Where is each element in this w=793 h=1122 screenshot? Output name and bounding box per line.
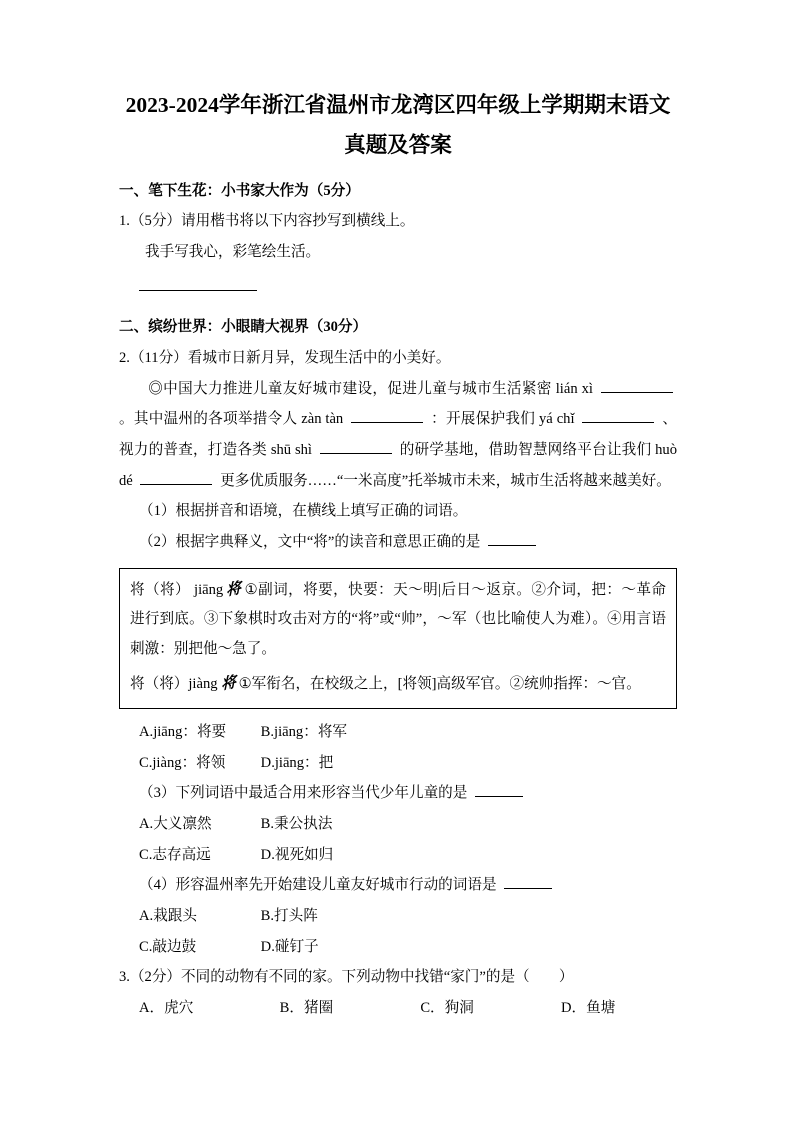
q2-stem: 2.（11分）看城市日新月异，发现生活中的小美好。 bbox=[119, 350, 451, 367]
dict-entry-1-head: 将（将） jiāng bbox=[130, 581, 224, 598]
q2-sub1: （1）根据拼音和语境，在横线上填写正确的词语。 bbox=[139, 503, 468, 520]
passage-segment-2: 。其中温州的各项举措令人 zàn tàn bbox=[119, 411, 344, 428]
q2-sub2 bbox=[119, 527, 677, 558]
option-d: D.视死如归 bbox=[260, 846, 334, 863]
option-c: C.jiàng：将领 bbox=[139, 754, 226, 771]
q3-stem: 3.（2分）不同的动物有不同的家。下列动物中找错“家门”的是（ ） bbox=[119, 969, 574, 986]
q2-sub3-options-row1 bbox=[119, 809, 677, 840]
q2-sub4 bbox=[119, 870, 677, 901]
q1-answer-area bbox=[119, 279, 677, 296]
section1-heading: 一、笔下生花：小书家大作为（5分） bbox=[119, 182, 360, 199]
option-a: A.栽跟头 bbox=[139, 908, 197, 925]
option-b: B．猪圈 bbox=[279, 999, 334, 1016]
option-d: D.jiāng：把 bbox=[260, 754, 334, 771]
q2-sub2-text: （2）根据字典释义，文中“将”的读音和意思正确的是 bbox=[139, 533, 481, 550]
q2-sub4-options-row1 bbox=[119, 901, 677, 932]
q1-stem: 1.（5分）请用楷书将以下内容抄写到横线上。 bbox=[119, 213, 415, 230]
option-c: C.志存高远 bbox=[139, 846, 211, 863]
answer-blank bbox=[351, 410, 423, 423]
passage-segment-1: ◎中国大力推进儿童友好城市建设，促进儿童与城市生活紧密 lián xì bbox=[148, 380, 593, 397]
q2-sub3-text: （3）下列词语中最适合用来形容当代少年儿童的是 bbox=[139, 785, 468, 802]
dict-entry-2-body: ①军衔名，在校级之上，[将领]高级军官。②统帅指挥：～官。 bbox=[238, 676, 641, 693]
q2-passage bbox=[119, 374, 677, 497]
dict-entry-jiang4 bbox=[130, 669, 666, 700]
option-b: B.jiāng：将军 bbox=[260, 724, 348, 741]
passage-segment-6: 更多优质服务……“一米高度”托举城市未来，城市生活将越来越美好。 bbox=[220, 472, 671, 489]
option-b: B.打头阵 bbox=[260, 908, 318, 925]
answer-blank bbox=[320, 441, 392, 454]
title-line-2: 真题及答案 bbox=[344, 132, 452, 157]
dictionary-box bbox=[119, 568, 677, 710]
passage-segment-3: ：开展保护我们 yá chǐ bbox=[431, 411, 575, 428]
q2-sub4-options-row2 bbox=[119, 932, 677, 963]
option-c: C.敲边鼓 bbox=[139, 938, 197, 955]
answer-blank bbox=[488, 533, 536, 546]
title-line-1: 2023-2024学年浙江省温州市龙湾区四年级上学期期末语文 bbox=[125, 93, 671, 117]
option-a: A.大义凛然 bbox=[139, 816, 212, 833]
answer-blank bbox=[475, 784, 523, 797]
page-title bbox=[119, 86, 677, 166]
q2-sub2-options-row2 bbox=[119, 748, 677, 779]
handwritten-mark: 将 bbox=[226, 580, 242, 599]
q2-sub2-options-row1 bbox=[119, 717, 677, 748]
answer-blank bbox=[582, 410, 654, 423]
handwritten-mark: 将 bbox=[220, 674, 236, 694]
dict-entry-jiang1 bbox=[130, 575, 666, 666]
option-b: B.秉公执法 bbox=[260, 816, 333, 833]
dict-entry-2-head: 将（将）jiàng bbox=[130, 676, 218, 693]
section2-heading: 二、缤纷世界：小眼睛大视界（30分） bbox=[119, 319, 368, 336]
option-a: A.jiāng：将要 bbox=[139, 724, 227, 741]
passage-segment-4: 、视力的普查，打造各类 shū shì bbox=[119, 411, 677, 459]
passage-segment-5: 的研学基地，借助智慧网络平台让我们 huò dé bbox=[119, 442, 677, 489]
option-c: C．狗洞 bbox=[420, 999, 474, 1016]
option-a: A．虎穴 bbox=[139, 999, 194, 1016]
q3-options-row bbox=[119, 993, 677, 1024]
q2-sub3 bbox=[119, 778, 677, 809]
option-d: D．鱼塘 bbox=[560, 999, 616, 1016]
q1-answer-line bbox=[139, 280, 257, 291]
answer-blank bbox=[140, 472, 212, 485]
q2-sub3-options-row2 bbox=[119, 840, 677, 871]
option-d: D.碰钉子 bbox=[260, 938, 319, 955]
dict-entry-1-body: ①副词，将要，快要：天～明|后日～返京。②介词，把：～革命进行到底。③下象棋时攻击对方的“将”或“帅”，～军（也比喻使人为难）。④用言语刺激：别把他～急了。 bbox=[130, 581, 666, 658]
q2-sub4-text: （4）形容温州率先开始建设儿童友好城市行动的词语是 bbox=[139, 877, 497, 894]
answer-blank bbox=[504, 876, 552, 889]
q1-copy-content: 我手写我心，彩笔绘生活。 bbox=[145, 243, 321, 260]
answer-blank bbox=[601, 380, 673, 393]
